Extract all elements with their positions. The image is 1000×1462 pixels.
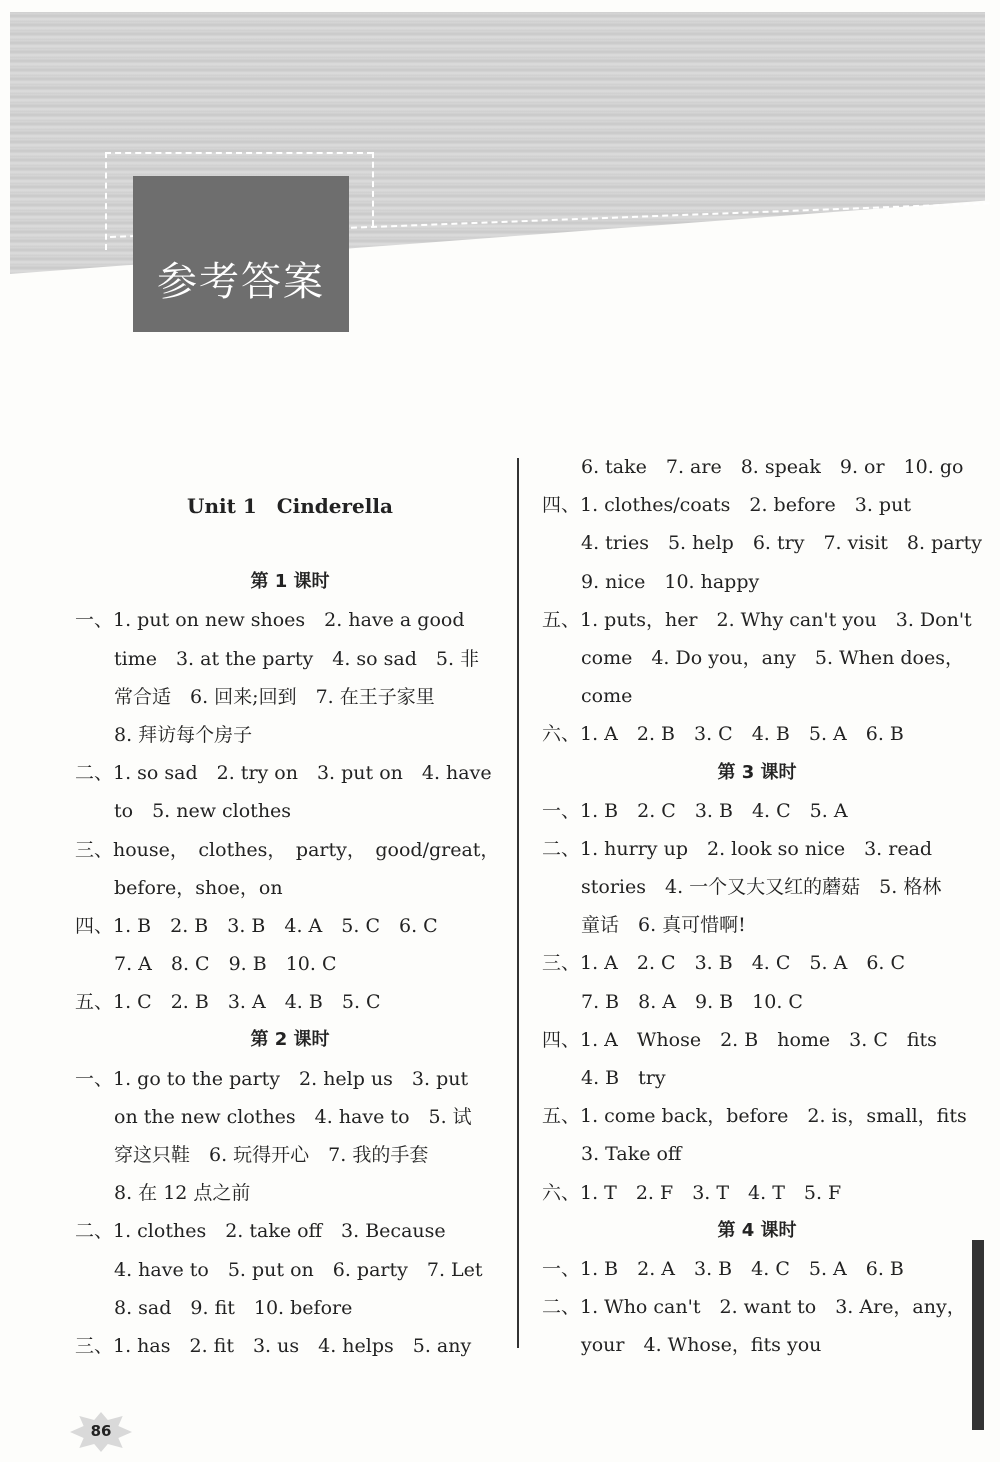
answer-line: 一、1. put on new shoes 2. have a good: [75, 609, 465, 632]
answer-line: 二、1. Who can't 2. want to 3. Are，any，: [542, 1296, 966, 1319]
answer-line: 六、1. A 2. B 3. C 4. B 5. A 6. B: [542, 723, 904, 746]
answer-line: 穿这只鞋 6. 玩得开心 7. 我的手套: [114, 1144, 429, 1166]
answer-line: 9. nice 10. happy: [581, 570, 760, 593]
answer-line: 六、1. T 2. F 3. T 4. T 5. F: [542, 1181, 842, 1204]
answer-line: 四、1. A Whose 2. B home 3. C fits: [542, 1028, 937, 1051]
answer-line: 一、1. B 2. C 3. B 4. C 5. A: [542, 799, 848, 822]
answer-line: 一、1. go to the party 2. help us 3. put: [75, 1067, 469, 1090]
answer-line: 第 1 课时: [250, 571, 330, 593]
answer-line: 三、1. A 2. C 3. B 4. C 5. A 6. C: [542, 952, 906, 975]
answer-line: [75, 525, 505, 563]
answer-line: 四、1. clothes/coats 2. before 3. put: [542, 494, 911, 517]
answer-line: 7. A 8. C 9. B 10. C: [114, 953, 337, 976]
answer-column-left: [75, 487, 505, 1365]
answer-line: to 5. new clothes: [114, 800, 292, 823]
page-edge-bar: [972, 1240, 984, 1430]
answer-line: 五、1. C 2. B 3. A 4. B 5. C: [75, 991, 381, 1014]
answer-line: come 4. Do you，any 5. When does，: [581, 646, 964, 669]
answer-line: 常合适 6. 回来;回到 7. 在王子家里: [114, 685, 435, 708]
answer-line: 三、1. has 2. fit 3. us 4. helps 5. any: [75, 1334, 472, 1357]
banner-dashed-line: [372, 152, 374, 226]
answer-line: 童话 6. 真可惜啊!: [581, 914, 746, 937]
answer-line: 四、1. B 2. B 3. B 4. A 5. C 6. C: [75, 914, 438, 937]
answer-line: stories 4. 一个又大又红的蘑菇 5. 格林: [581, 876, 942, 899]
answer-line: 第 2 课时: [250, 1029, 330, 1051]
answer-line: 第 3 课时: [717, 761, 797, 783]
answer-line: 8. 在 12 点之前: [114, 1182, 251, 1205]
answer-line: 二、1. clothes 2. take off 3. Because: [75, 1220, 446, 1243]
answer-line: 3. Take off: [581, 1143, 682, 1166]
answer-line: your 4. Whose，fits you: [581, 1334, 822, 1357]
answer-line: on the new clothes 4. have to 5. 试: [114, 1105, 472, 1128]
answer-line: 7. B 8. A 9. B 10. C: [581, 990, 803, 1013]
answer-line: 二、1. so sad 2. try on 3. put on 4. have: [75, 762, 492, 785]
answer-line: 4. tries 5. help 6. try 7. visit 8. party: [581, 532, 983, 555]
answer-line: before，shoe，on: [114, 876, 283, 899]
answer-line: come: [581, 685, 633, 708]
answer-column-right: [542, 448, 983, 1365]
answer-line: 三、house， clothes， party， good/great，: [75, 838, 500, 861]
answer-line: 五、1. come back，before 2. is，small，fits: [542, 1105, 967, 1128]
column-divider: [517, 458, 519, 1348]
answer-line: 二、1. hurry up 2. look so nice 3. read: [542, 837, 933, 860]
answer-line: 4. B try: [581, 1067, 666, 1089]
answer-line: 4. have to 5. put on 6. party 7. Let: [114, 1258, 483, 1281]
answer-line: 一、1. B 2. A 3. B 4. C 5. A 6. B: [542, 1257, 904, 1280]
page-number: 86: [90, 1422, 112, 1440]
answer-line: 第 4 课时: [717, 1219, 797, 1241]
page-number-badge: [70, 1412, 132, 1452]
page-title: 参考答案: [157, 259, 325, 305]
answer-line: Unit 1 Cinderella: [187, 494, 393, 518]
answer-line: 8. 拜访每个房子: [114, 723, 253, 746]
answer-line: 8. sad 9. fit 10. before: [114, 1296, 353, 1319]
banner-dashed-line: [105, 152, 107, 250]
answer-line: 6. take 7. are 8. speak 9. or 10. go: [581, 456, 964, 478]
answer-line: 五、1. puts，her 2. Why can't you 3. Don't: [542, 608, 972, 631]
answer-line: time 3. at the party 4. so sad 5. 非: [114, 647, 480, 670]
banner-dashed-line: [105, 152, 373, 154]
title-box: [133, 176, 349, 332]
